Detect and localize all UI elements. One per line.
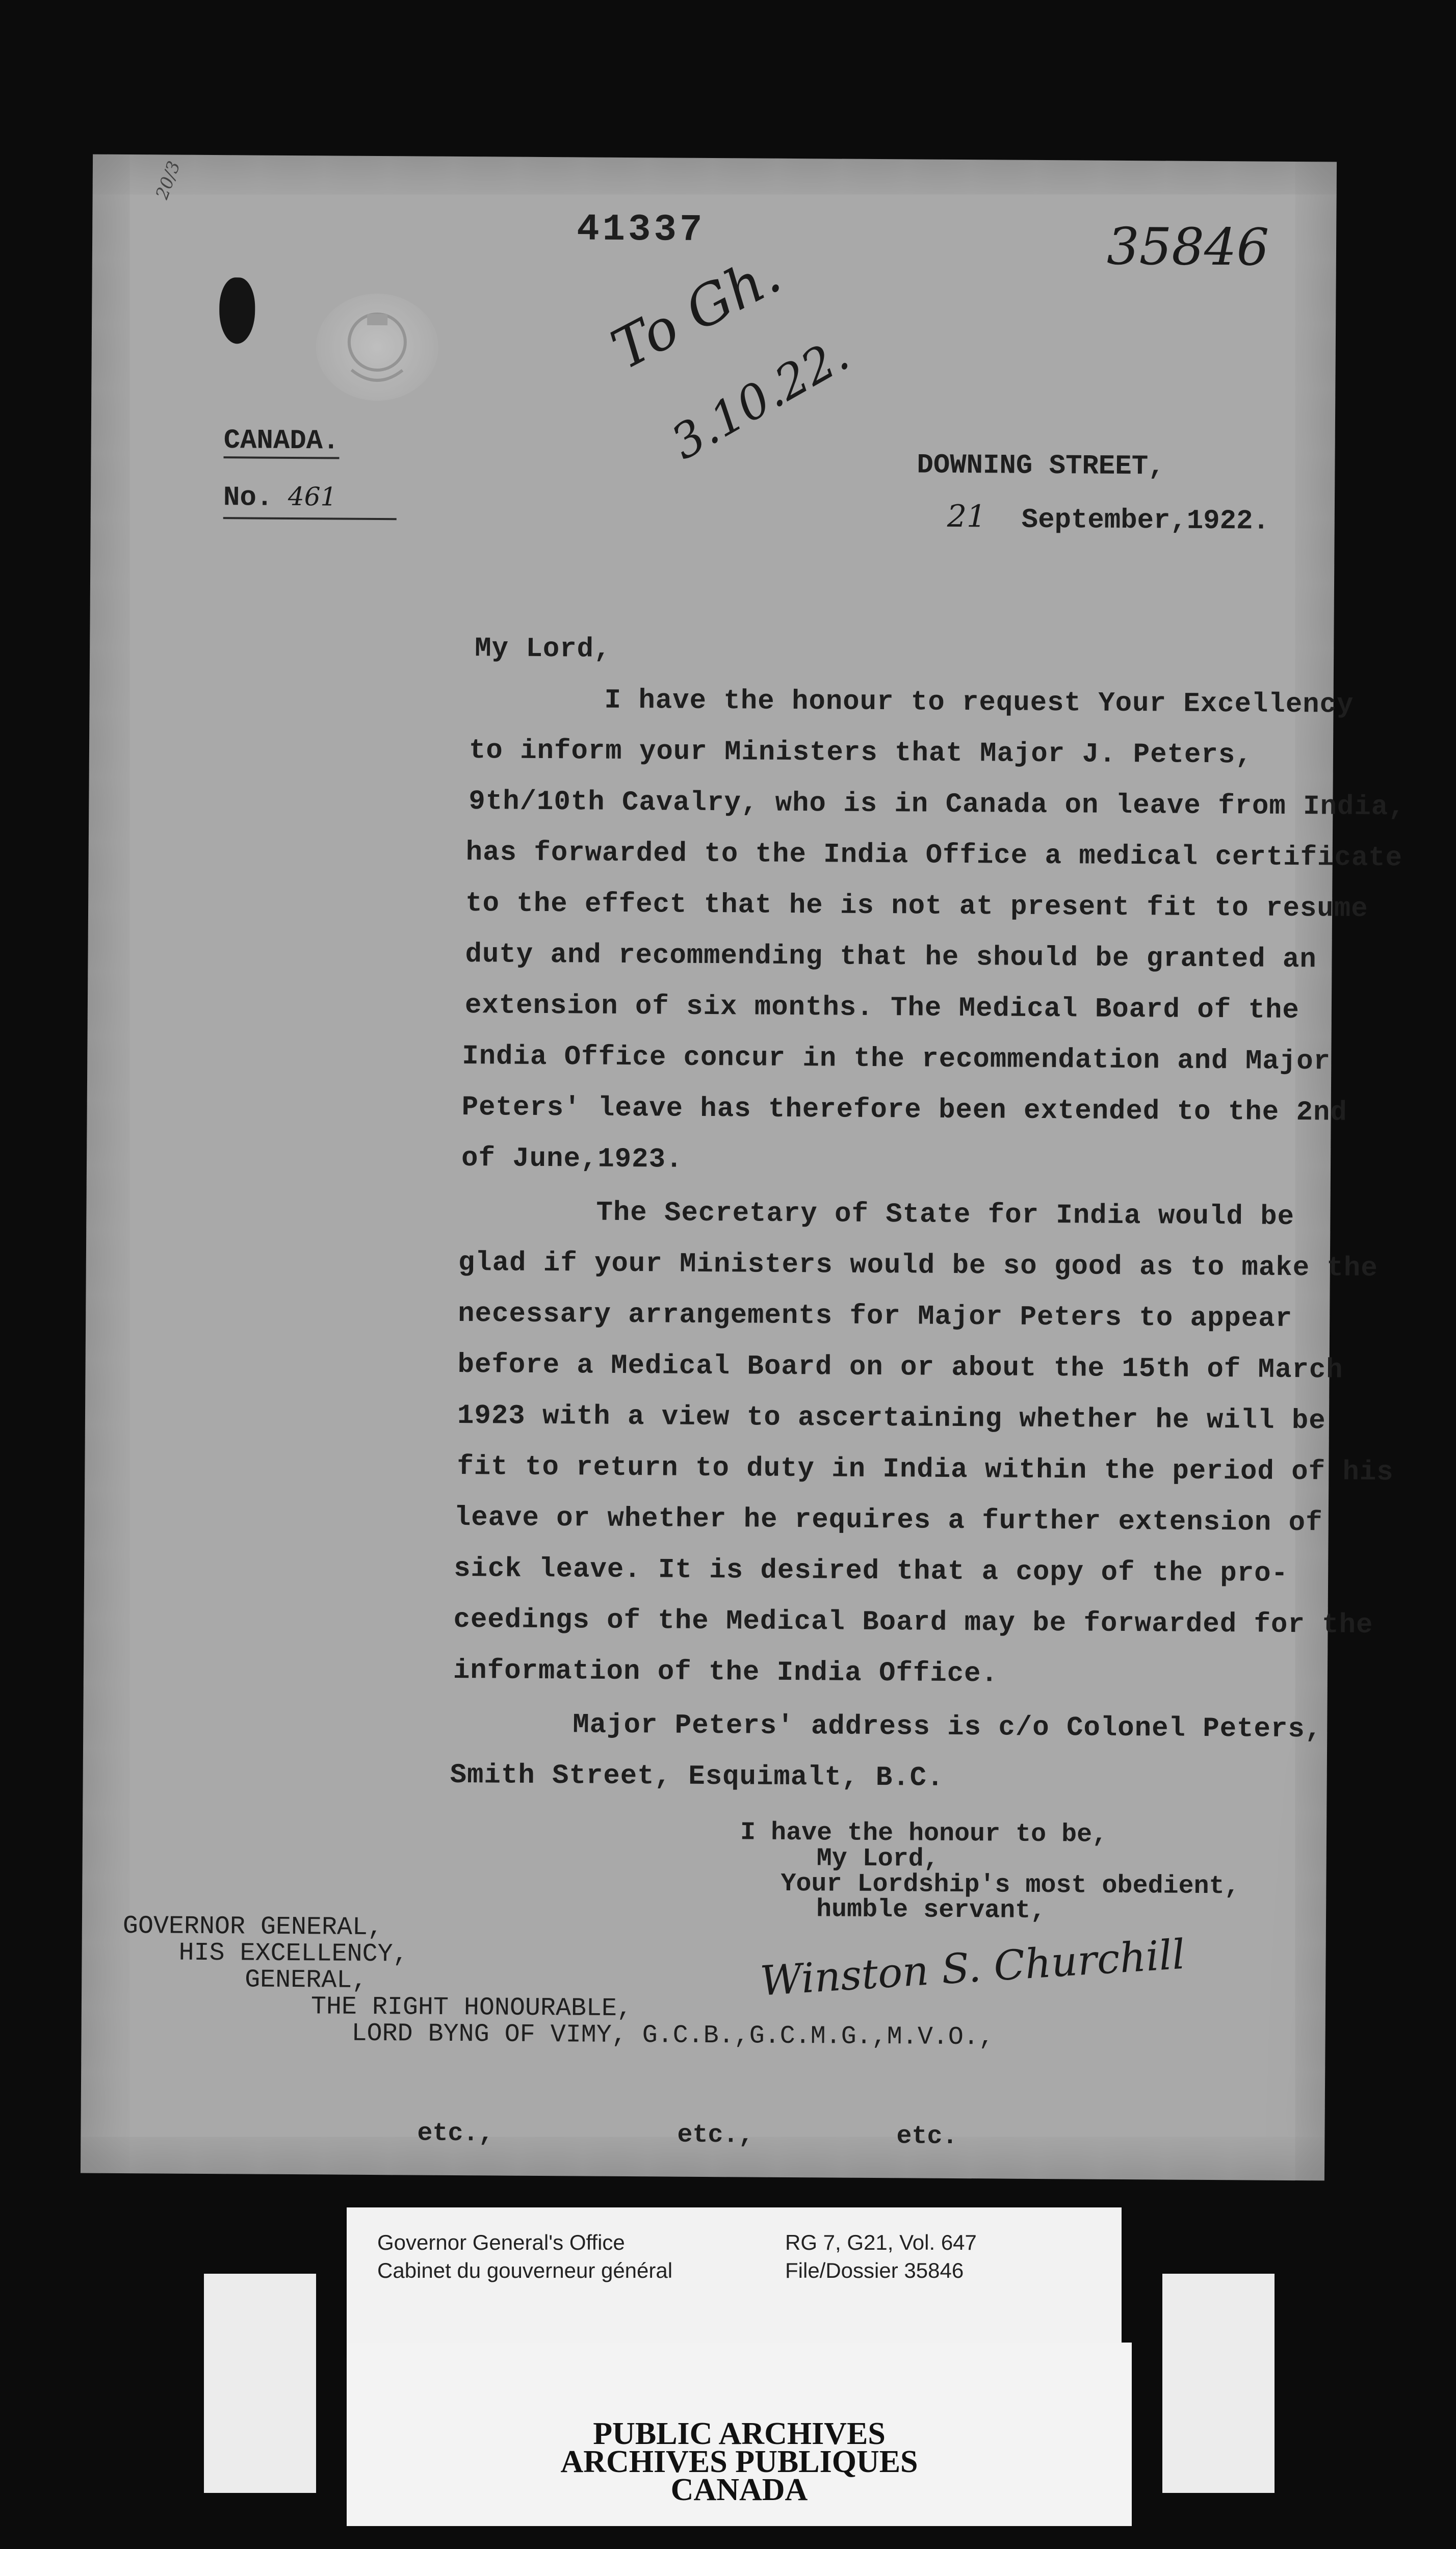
salutation: My Lord,	[475, 633, 611, 665]
letter-number-row	[223, 481, 397, 520]
document-sheet	[81, 154, 1406, 2181]
handwritten-annotation-line2: 3.10.22.	[662, 327, 858, 471]
address-street: DOWNING STREET,	[917, 450, 1165, 483]
body-line: has forwarded to the India Office a medical certificate	[465, 837, 1403, 874]
letter-number-handwritten: 461	[288, 481, 337, 512]
record-group-reference: RG 7, G21, Vol. 647	[785, 2230, 977, 2254]
body-line: sick leave. It is desired that a copy of the pro-	[453, 1553, 1289, 1590]
body-line: glad if your Ministers would be so good as to make the	[458, 1247, 1378, 1285]
label-tab-right	[1162, 2274, 1275, 2493]
office-name-en: Governor General's Office	[377, 2230, 625, 2254]
closing-block	[740, 1820, 1240, 1925]
corner-mark: 20/3	[151, 158, 185, 202]
closing-line: humble servant,	[816, 1895, 1046, 1926]
body-line: Peters' leave has therefore been extended to the 2nd	[461, 1092, 1347, 1129]
body-line: Smith Street, Esquimalt, B.C.	[450, 1759, 944, 1794]
stamp-line-en: PUBLIC ARCHIVES	[593, 2416, 886, 2451]
etc-text: etc.	[896, 2122, 958, 2152]
handwritten-annotation-line1: To Gh.	[602, 242, 791, 382]
country-heading: CANADA.	[223, 425, 339, 459]
body-line: before a Medical Board on or about the 15th of March	[457, 1349, 1343, 1386]
file-number: 41337	[576, 208, 706, 252]
body-line: duty and recommending that he should be granted an	[465, 939, 1317, 976]
archive-stamp-label	[204, 2274, 1275, 2539]
body-line: of June,1923.	[461, 1143, 683, 1176]
body-line: information of the India Office.	[453, 1655, 999, 1690]
label-tab-left	[204, 2274, 316, 2493]
addressee-line: GENERAL,	[245, 1965, 368, 1995]
body-line: I have the honour to request Your Excellency	[604, 685, 1354, 721]
file-number-handwritten: 35846	[1106, 216, 1269, 277]
body-line: Major Peters' address is c/o Colonel Peters,	[573, 1709, 1322, 1746]
body-line: The Secretary of State for India would be	[596, 1197, 1295, 1233]
addressee-line: GOVERNOR GENERAL,	[122, 1912, 383, 1943]
date-day-handwritten: 21	[947, 498, 986, 535]
office-name-fr: Cabinet du gouverneur général	[377, 2258, 673, 2282]
body-line: to the effect that he is not at present fit to resume	[465, 888, 1368, 925]
body-line: to inform your Ministers that Major J. Peters,	[469, 735, 1253, 771]
file-reference: File/Dossier 35846	[785, 2258, 964, 2282]
signature: Winston S. Churchill	[759, 1930, 1187, 2005]
addressee-line: HIS EXCELLENCY,	[178, 1938, 408, 1969]
address-date-row	[947, 499, 1270, 537]
body-line: 1923 with a view to ascertaining whether he will be	[457, 1400, 1326, 1437]
addressee-block	[122, 1913, 995, 2051]
body-line: necessary arrangements for Major Peters to appear	[458, 1298, 1293, 1335]
date-text: September,1922.	[1021, 504, 1270, 537]
archive-stamp	[347, 2343, 1132, 2526]
ink-blot	[219, 277, 255, 344]
stamp-line-fr: ARCHIVES PUBLIQUES	[560, 2444, 918, 2479]
closing-line: My Lord,	[816, 1844, 939, 1874]
stamp-line-country: CANADA	[670, 2473, 808, 2507]
body-line: ceedings of the Medical Board may be forwarded for the	[453, 1604, 1373, 1641]
closing-line: Your Lordship's most obedient,	[781, 1869, 1240, 1902]
body-line: India Office concur in the recommendation and Major	[462, 1041, 1331, 1078]
addressee-line: THE RIGHT HONOURABLE,	[310, 1992, 633, 2024]
addressee-line: LORD BYNG OF VIMY, G.C.B.,G.C.M.G.,M.V.O.,	[351, 2019, 994, 2052]
royal-seal-emblem	[316, 293, 438, 401]
etc-text: etc.,	[677, 2120, 754, 2150]
body-line: leave or whether he requires a further extension of	[454, 1502, 1323, 1539]
etc-text: etc.,	[417, 2119, 494, 2149]
closing-line: I have the honour to be,	[740, 1818, 1108, 1850]
body-line: fit to return to duty in India within the period of his	[457, 1451, 1394, 1489]
body-line: extension of six months. The Medical Board of the	[464, 990, 1299, 1027]
body-line: 9th/10th Cavalry, who is in Canada on leave from India,	[469, 786, 1406, 823]
letter-number-prefix: No.	[223, 482, 273, 514]
